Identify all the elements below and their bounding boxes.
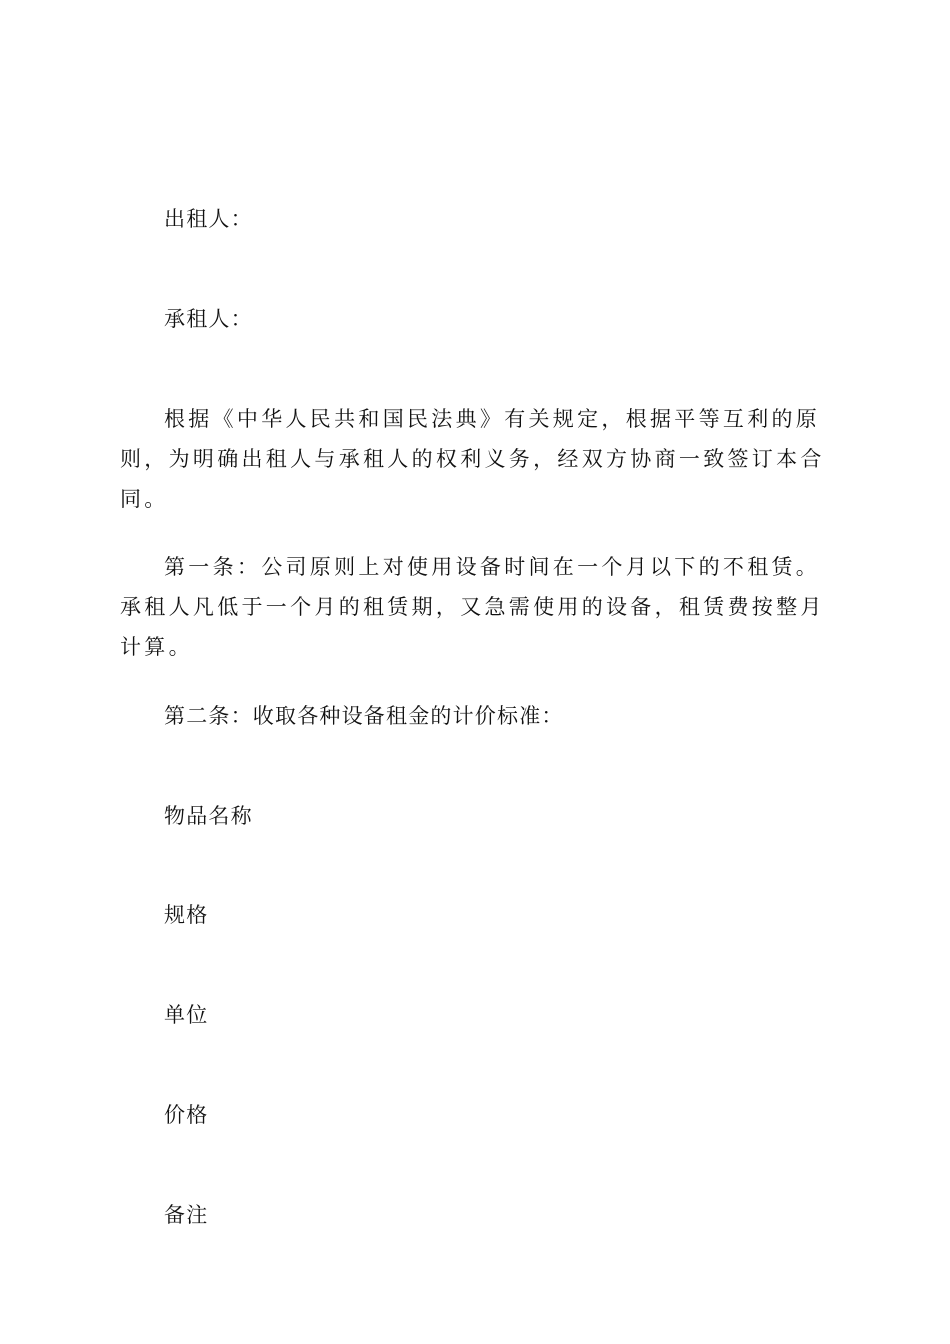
preamble-paragraph: 根据《中华人民共和国民法典》有关规定，根据平等互利的原则，为明确出租人与承租人的权利义务，经双方协商一致签订本合同。 [120,407,825,511]
lessee-label: 承租人： [164,307,253,331]
article-2-heading: 第二条：收取各种设备租金的计价标准： [164,704,564,728]
header-remarks: 备注 [164,1203,209,1227]
header-spec: 规格 [164,903,209,927]
header-item-name: 物品名称 [164,804,253,828]
header-price: 价格 [164,1103,209,1127]
lessor-label: 出租人： [164,207,253,231]
article-1-paragraph: 第一条：公司原则上对使用设备时间在一个月以下的不租赁。承租人凡低于一个月的租赁期，又急需使用的设备，租赁费按整月计算。 [120,555,825,659]
header-unit: 单位 [164,1003,209,1027]
